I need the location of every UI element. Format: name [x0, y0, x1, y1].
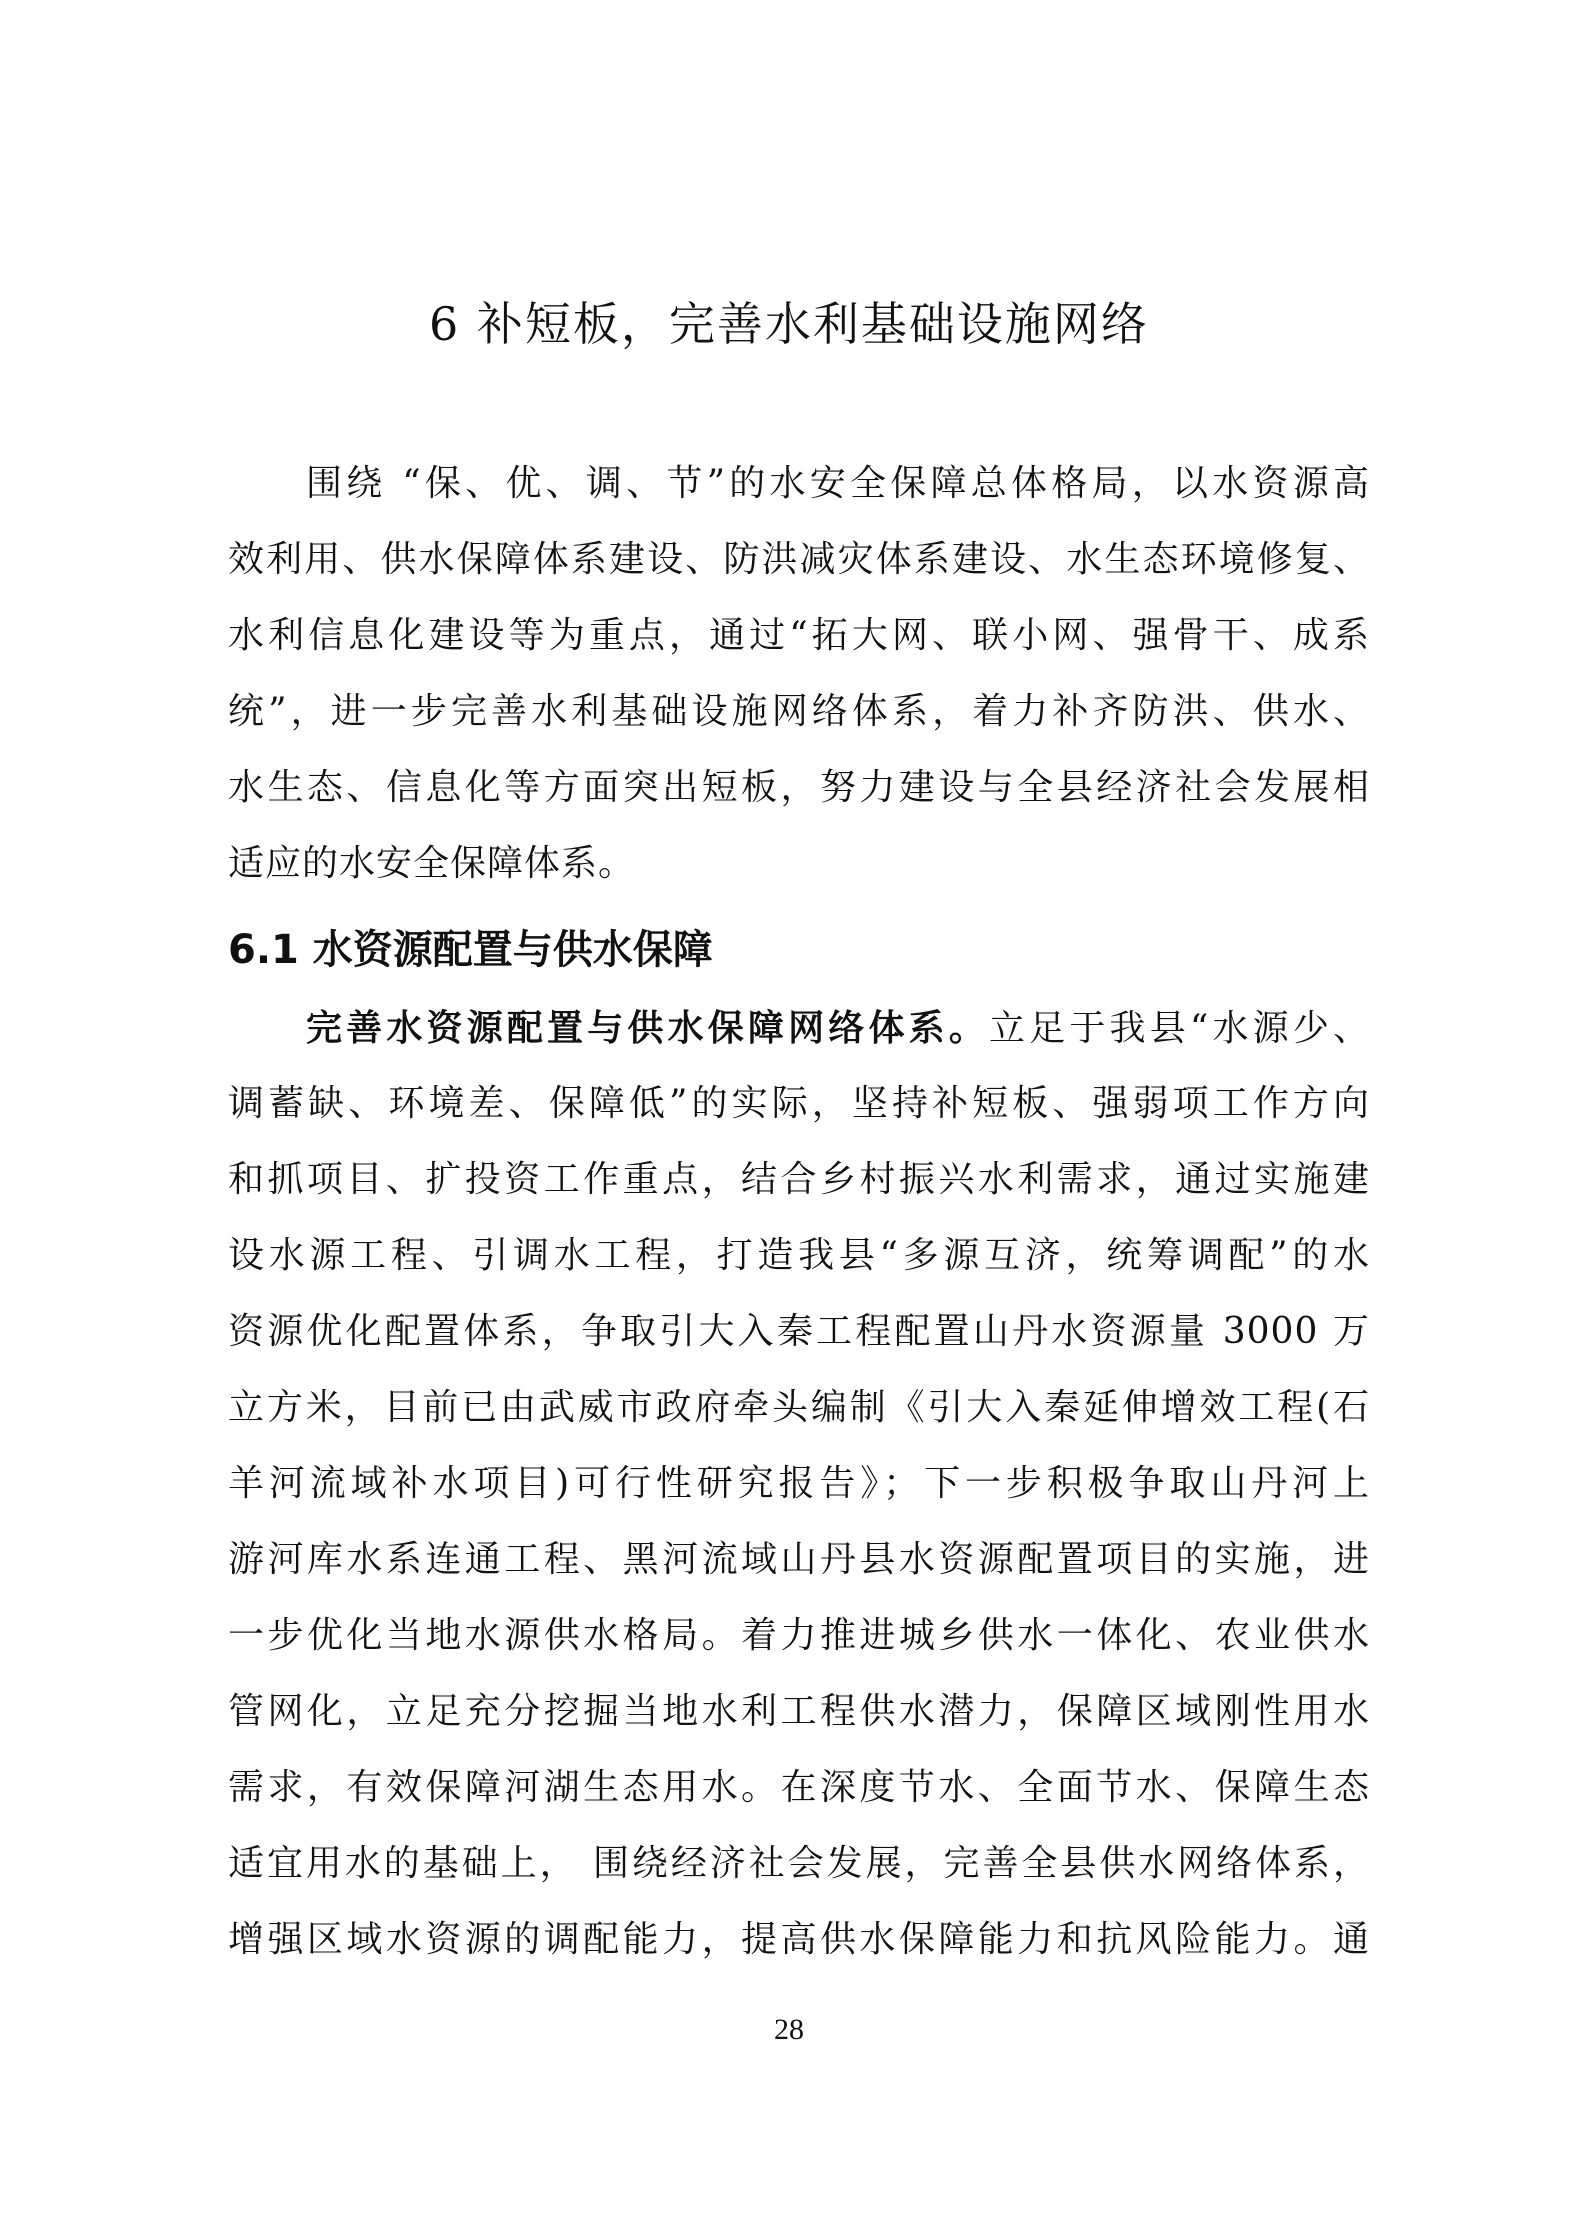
paragraph-line: 围绕 “保、优、调、节”的水安全保障总体格局，以水资源高	[306, 463, 1370, 504]
intro-paragraph	[228, 446, 1370, 902]
paragraph-line: 游河库水系连通工程、黑河流域山丹县水资源配置项目的实施，进	[228, 1539, 1370, 1580]
paragraph-first-line-rest: 立足于我县“水源少、	[989, 1008, 1370, 1049]
paragraph-line: 效利用、供水保障体系建设、防洪减灾体系建设、水生态环境修复、	[228, 539, 1370, 580]
paragraph-line: 增强区域水资源的调配能力，提高供水保障能力和抗风险能力。通	[228, 1919, 1370, 1960]
paragraph-line: 适宜用水的基础上， 围绕经济社会发展，完善全县供水网络体系，	[228, 1843, 1370, 1884]
section-paragraph	[228, 990, 1370, 1978]
paragraph-line: 水利信息化建设等为重点，通过“拓大网、联小网、强骨干、成系	[228, 615, 1370, 656]
page-number: 28	[774, 2013, 804, 2046]
paragraph-first-line	[228, 990, 1370, 1066]
paragraph-line: 统”，进一步完善水利基础设施网络体系，着力补齐防洪、供水、	[228, 691, 1370, 732]
paragraph-line: 需求，有效保障河湖生态用水。在深度节水、全面节水、保障生态	[228, 1767, 1370, 1808]
chapter-title: 6 补短板，完善水利基础设施网络	[429, 297, 1149, 351]
section-heading: 6.1 水资源配置与供水保障	[228, 927, 713, 973]
paragraph-line: 水生态、信息化等方面突出短板，努力建设与全县经济社会发展相	[228, 767, 1370, 808]
paragraph-line: 一步优化当地水源供水格局。着力推进城乡供水一体化、农业供水	[228, 1615, 1370, 1656]
paragraph-line: 羊河流域补水项目)可行性研究报告》；下一步积极争取山丹河上	[228, 1463, 1370, 1504]
paragraph-lead-bold: 完善水资源配置与供水保障网络体系。	[306, 1007, 989, 1049]
paragraph-line: 调蓄缺、环境差、保障低”的实际，坚持补短板、强弱项工作方向	[228, 1083, 1370, 1124]
paragraph-line: 适应的水安全保障体系。	[228, 843, 636, 884]
paragraph-line: 管网化，立足充分挖掘当地水利工程供水潜力，保障区域刚性用水	[228, 1691, 1370, 1732]
paragraph-line: 设水源工程、引调水工程，打造我县“多源互济，统筹调配”的水	[228, 1235, 1370, 1276]
paragraph-line: 资源优化配置体系，争取引大入秦工程配置山丹水资源量 3000 万	[228, 1311, 1370, 1352]
paragraph-line: 和抓项目、扩投资工作重点，结合乡村振兴水利需求，通过实施建	[228, 1159, 1370, 1200]
paragraph-line: 立方米，目前已由武威市政府牵头编制《引大入秦延伸增效工程(石	[228, 1387, 1370, 1428]
